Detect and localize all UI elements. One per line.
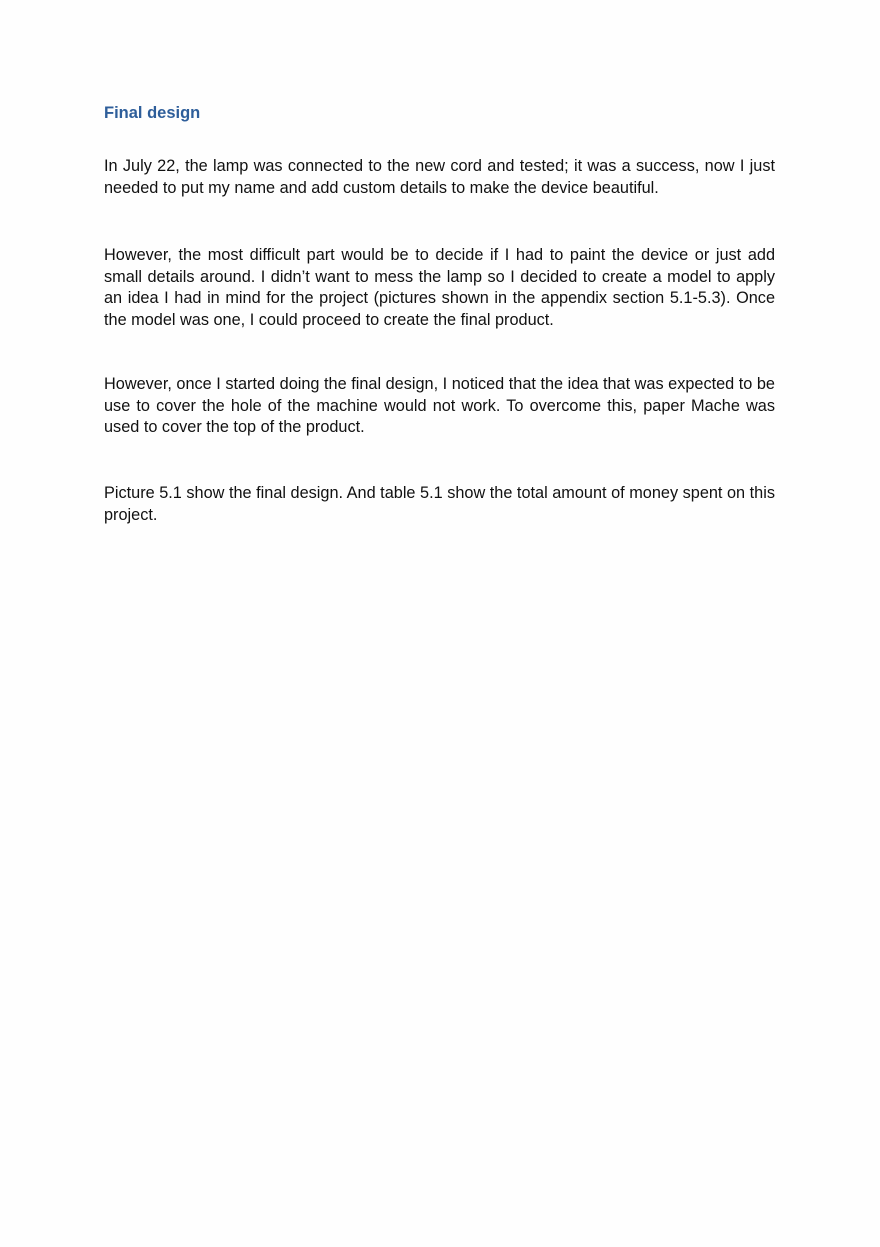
paragraph-model-decision: However, the most difficult part would be to decide if I had to paint the device or just add small details around. I didn’t want to mess the lamp so I decided to create a model to apply an idea I had in mind for the project (pictures shown in the appendix section 5.1-5.3). Once the model was one, I could proceed to create the final product.: [104, 246, 775, 329]
paragraph-cord-test: In July 22, the lamp was connected to the new cord and tested; it was a success, now I just needed to put my name and add custom details to make the device beautiful.: [104, 157, 775, 197]
paragraph-picture-reference: Picture 5.1 show the final design. And table 5.1 show the total amount of money spent on this project.: [104, 484, 775, 524]
section-heading: Final design: [104, 104, 201, 122]
paragraph-paper-mache: However, once I started doing the final design, I noticed that the idea that was expected to be use to cover the hole of the machine would not work. To overcome this, paper Mache was used to cover the top of the product.: [104, 375, 775, 437]
